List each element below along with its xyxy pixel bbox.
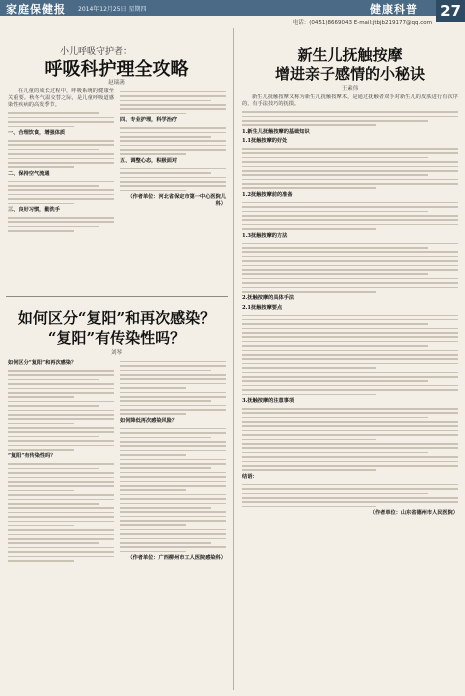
- newspaper-name: 家庭保健报: [6, 3, 66, 16]
- article2-byline: 刘琴: [110, 350, 122, 356]
- column-divider: [233, 28, 234, 690]
- article3-column: [242, 94, 458, 690]
- article2-column-right: [120, 358, 226, 690]
- article2-subhead-distinguish: 如何区分“复阳”和再次感染？: [8, 360, 77, 366]
- article2-subhead-reduce-risk: 如何降低再次感染风险？: [120, 417, 178, 424]
- article3-subhead-preparation: 1.2抚触按摩前的准备: [242, 191, 293, 198]
- article3-title-line2: 增进亲子感情的小秘诀: [274, 65, 425, 83]
- article1-subhead-diet: 一、合理饮食，增强体质: [8, 129, 66, 136]
- article2-column-left: [8, 358, 114, 690]
- page-number: 27: [436, 0, 465, 22]
- article1-column-left: [8, 88, 114, 288]
- article3-byline: 王素伟: [341, 86, 359, 92]
- article1-subhead-treatment: 四、专业护理，科学治疗: [120, 117, 178, 124]
- article3-subhead-precautions: 3.抚触按摩的注意事项: [242, 397, 295, 404]
- article1-subhead-mindset: 五、调整心态，积极面对: [120, 157, 178, 164]
- article2-subhead-contagious: “复阳”有传染性吗？: [8, 453, 56, 460]
- article3-intro: 新生儿抚触按摩又称为新生儿抚触按摩术，是通过抚触者双手对新生儿的皮肤进行有次序的、有手法技巧的抚摸。: [242, 94, 458, 108]
- issue-date: 2014年12月25日 星期四: [78, 6, 147, 13]
- article2-title-line1: 如何区分“复阳”和再次感染？: [17, 309, 216, 327]
- article3-subhead-method: 1.3抚触按摩的方法: [242, 232, 288, 239]
- article3-source: （作者单位：山东省德州市人民医院）: [369, 510, 458, 517]
- article1-source: （作者单位：河北省保定市第一中心医院儿科）: [127, 194, 226, 208]
- article2-source: （作者单位：广西柳州市工人医院感染科）: [127, 555, 226, 562]
- article1-kicker: 小儿呼吸守护者：: [60, 47, 133, 57]
- article3-subhead-key-points: 2.1抚触按摩要点: [242, 304, 283, 311]
- article3-subhead-techniques: 2.抚触按摩的具体手法: [242, 295, 295, 302]
- article3-title-line1: 新生儿抚触按摩: [297, 46, 403, 64]
- article1-title: 呼吸科护理全攻略: [44, 59, 189, 80]
- article1-subhead-air: 二、保持空气流通: [8, 170, 50, 177]
- article3-subhead-benefits: 1.1抚触按摩的好处: [242, 137, 288, 144]
- article3-subhead-basics: 1.新生儿抚触按摩的基础知识: [242, 128, 310, 135]
- article2-title-line2: “复阳”有传染性吗？: [47, 329, 186, 347]
- article3-subhead-conclusion: 结语：: [242, 473, 258, 480]
- page-section-title: 健康科普: [370, 3, 418, 16]
- contact-hotline: 电话：(0451)8669043 E-mail:jtbjb219177@qq.com: [292, 20, 432, 26]
- article1-intro: 在儿童的成长过程中，呼吸系统的健康至关重要。秋冬气温交替之际，是儿童呼吸道感染性疾病的高发季节。: [8, 88, 114, 109]
- article1-column-right: [120, 88, 226, 288]
- article1-byline: 赵瑞菡: [108, 80, 125, 86]
- article1-subhead-handwash: 三、良好习惯，勤洗手: [8, 207, 60, 214]
- article-separator: [6, 296, 228, 297]
